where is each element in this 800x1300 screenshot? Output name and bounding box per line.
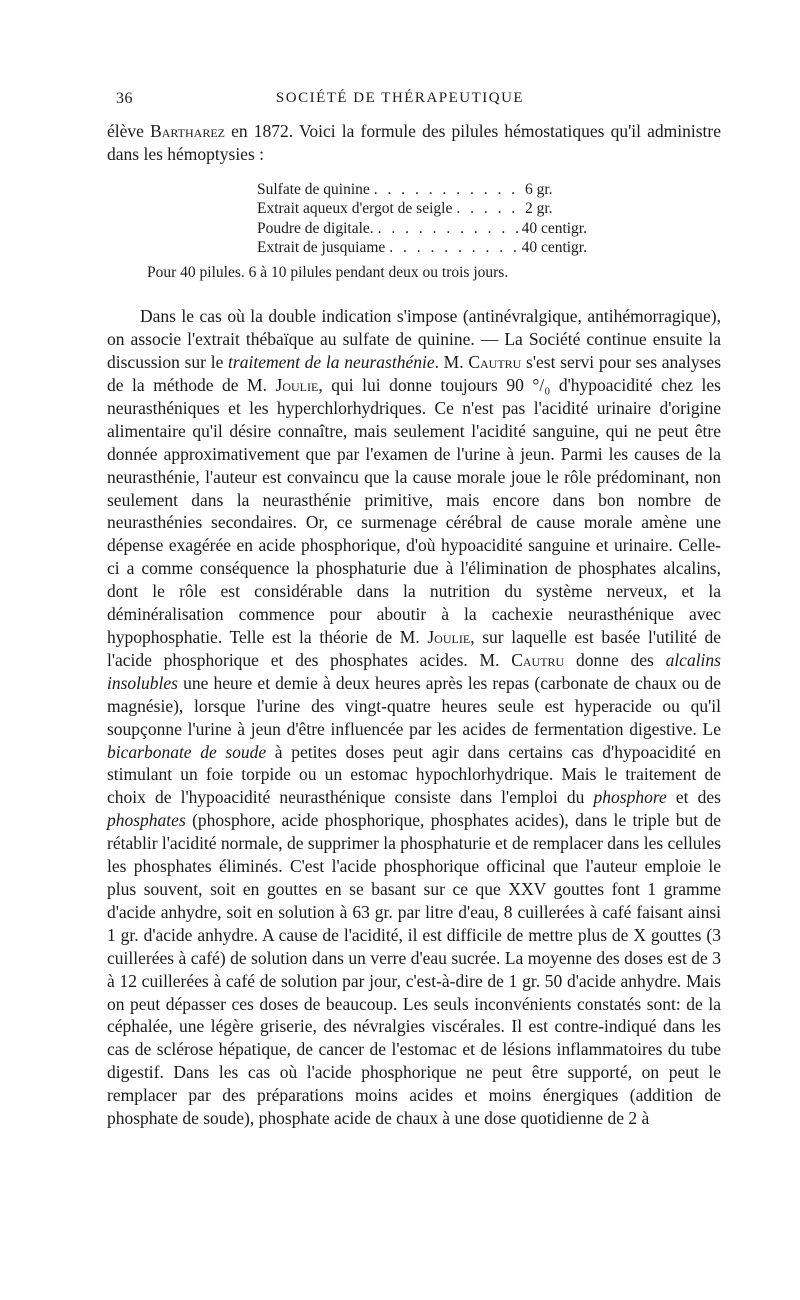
italic-phrase: traitement de la neurasthénie xyxy=(228,352,435,373)
person-name: Cautru xyxy=(468,352,522,373)
formula-quantity: 40 centigr. xyxy=(521,219,587,237)
formula-ingredient: Extrait de jusquiame xyxy=(257,239,386,257)
text-run: et des xyxy=(666,787,721,808)
body-text xyxy=(107,120,721,1130)
formula-ingredient: Poudre de digitale. xyxy=(257,219,374,237)
text-run: à petites doses peut agir dans certains cas d'hypoacidité en stimulant un foie torpide ou un estomac hypochlorhydrique. Mais le traitement de choix de l'hypoacidité neurasthénique consiste dans l'emploi du xyxy=(107,741,721,808)
formula-list xyxy=(257,180,587,258)
italic-phrase: phosphore xyxy=(593,787,667,808)
text-run: Dans le cas où la double indication s'impose (antinévralgique, antihémorragique), on associe l'extrait thébaïque au sulfate de quinine. — La Société continue ensuite la discussion sur le xyxy=(107,306,721,373)
formula-row xyxy=(257,238,587,258)
italic-phrase: alcalins insolubles xyxy=(107,649,721,693)
person-name: Joulie xyxy=(275,375,319,396)
formula-row xyxy=(257,199,587,219)
person-name: Joulie xyxy=(427,627,471,647)
running-title: SOCIÉTÉ DE THÉRAPEUTIQUE xyxy=(275,90,525,106)
leader-dots xyxy=(374,219,522,239)
formula-quantity: 40 centigr. xyxy=(521,239,587,257)
leader-dots xyxy=(452,199,525,219)
formula-ingredient: Extrait aqueux d'ergot de seigle xyxy=(257,200,453,218)
formula-quantity: 6 gr. xyxy=(525,180,553,198)
page-number: 36 xyxy=(116,90,133,107)
intro-text-end: en 1872. Voici la formule des pilules hémostatiques qu'il administre dans les hémoptysies : xyxy=(107,121,721,164)
author-name: Bartharez xyxy=(150,121,226,141)
formula-row xyxy=(257,219,587,239)
formula-dosage-note: Pour 40 pilules. 6 à 10 pilules pendant deux ou trois jours. xyxy=(147,263,509,281)
formula-row xyxy=(257,180,587,200)
italic-phrase: bicarbonate de soude xyxy=(107,741,267,762)
text-run: , sur laquelle est basée l'utilité de l'acide phosphorique et des phosphates acides. M. xyxy=(107,627,721,670)
italic-phrase: phosphates xyxy=(107,810,186,831)
text-run: (phosphore, acide phosphorique, phosphates acides), dans le triple but de rétablir l'acidité normale, de supprimer la phosphaturie et de remplacer dans les cellules les phosphates éliminés. C'est l'acide phosphorique officinal que l'auteur emploie le plus souvent, soit en gouttes en se basant sur ce que XXV gouttes font 1 gramme d'acide anhydre, soit en solution à 63 gr. par litre d'eau, 8 cuillerées à café faisant ainsi 1 gr. d'acide anhydre. A cause de l'acidité, il est difficile de mettre plus de X gouttes (3 cuillerées à café) de solution dans un verre d'eau sucrée. La moyenne des doses est de 3 à 12 cuillerées à café de solution par jour, c'est-à-dire de 1 gr. 50 d'acide anhydre. Mais on peut dépasser ces doses de beaucoup. Les seuls inconvénients constatés sont: de la céphalée, une légère griserie, des névralgies viscérales. Il est contre-indiqué dans les cas de sclérose hépatique, de cancer de l'estomac et de lésions inflammatoires du tube digestif. Dans les cas où l'acide phosphorique ne peut être supporté, on peut le remplacer par des préparations moins acides et moins énergiques (addition de phosphate de soude), phosphate acide de chaux à une dose quotidienne de 2 à xyxy=(107,810,721,1129)
intro-paragraph xyxy=(107,120,721,166)
text-run: donne des xyxy=(564,649,666,670)
text-run: s'est servi pour ses analyses de la méthode de M. xyxy=(107,352,722,396)
person-name: Cautru xyxy=(511,649,565,670)
formula-ingredient: Sulfate de quinine xyxy=(257,180,370,198)
text-run: une heure et demie à deux heures après les repas (carbonate de chaux ou de magnésie), lorsque l'urine des vingt-quatre heures seule est hyperacide ou qu'il soupçonne l'urine à jeun d'être influencée par les acides de fermentation digestive. Le xyxy=(107,672,721,739)
formula-quantity: 2 gr. xyxy=(525,200,553,218)
intro-text-start: élève xyxy=(107,121,151,141)
text-run: . M. xyxy=(434,352,469,373)
leader-dots xyxy=(385,238,521,258)
main-paragraph xyxy=(107,305,721,1130)
text-run: , qui lui donne toujours 90 °/₀ d'hypoacidité chez les neurasthéniques et les hyperchlorhydriques. Ce n'est pas l'acidité urinaire d'origine alimentaire qu'il désire connaître, mais seulement l'acidité sanguine, qui ne peut être donnée approximativement que par l'examen de l'urine à jeun. Parmi les causes de la neurasthénie, l'auteur est convaincu que la cause morale joue le rôle prédominant, non seulement dans la neurasthénie primitive, mais encore dans bon nombre de neurasthénies secondaires. Or, ce surmenage cérébral de cause morale amène une dépense exagérée en acide phosphorique, d'où hypoacidité sanguine et urinaire. Celle-ci a comme conséquence la phosphaturie due à l'élimination de phosphates alcalins, dont le rôle est considérable dans la nutrition du système nerveux, et la déminéralisation commence pour aboutir à la cachexie neurasthénique avec hypophosphatie. Telle est la théorie de M. xyxy=(107,375,721,647)
leader-dots xyxy=(370,180,525,200)
